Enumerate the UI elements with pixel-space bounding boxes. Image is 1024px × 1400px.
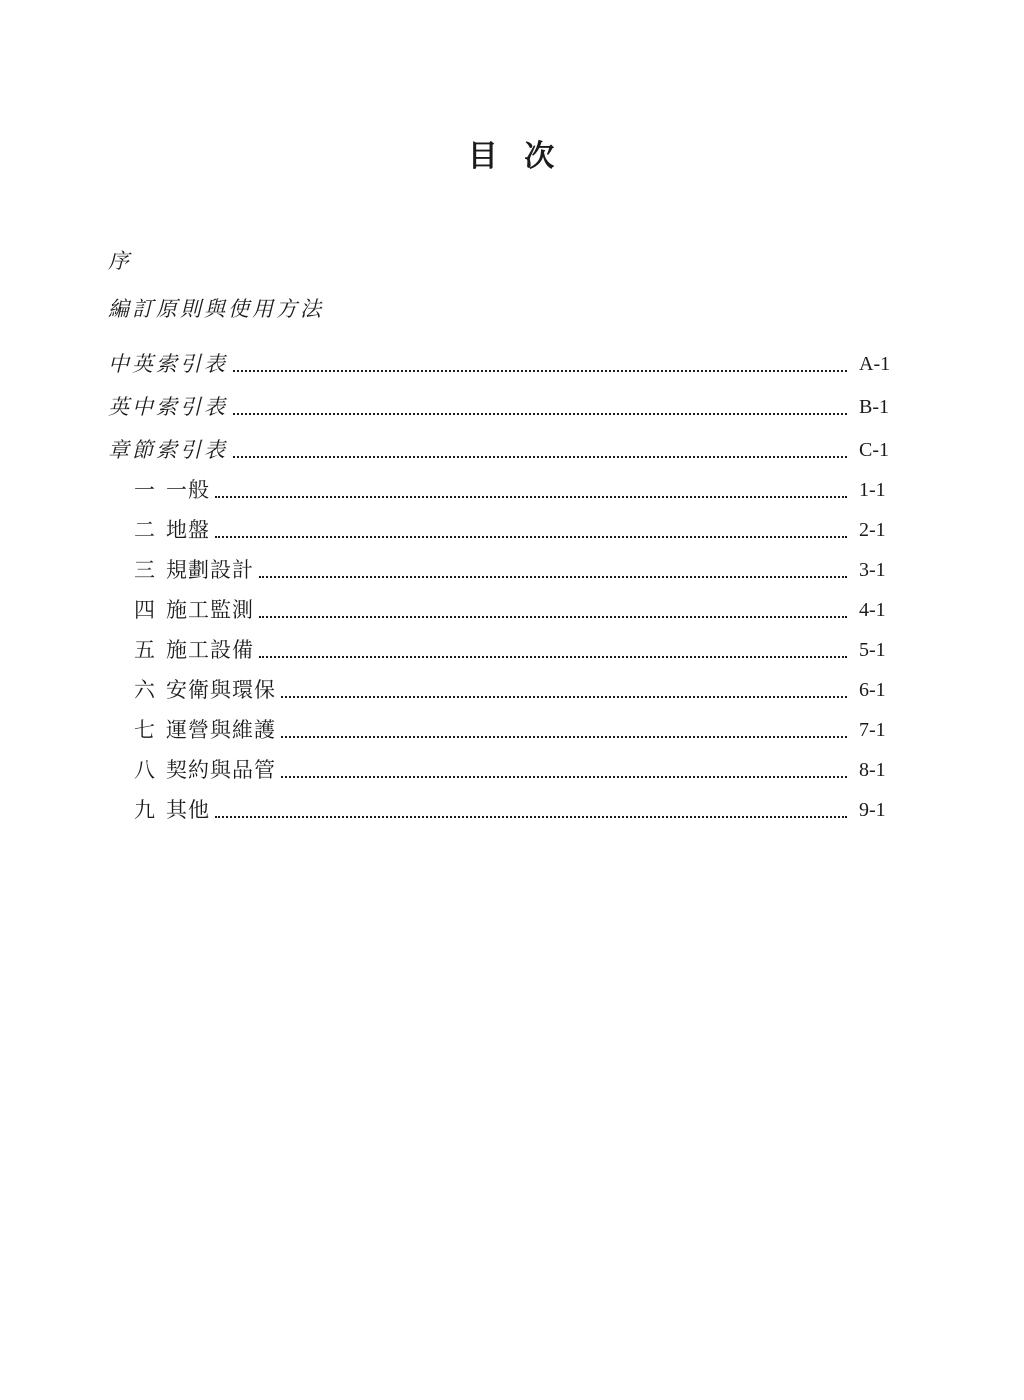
toc-entry-label: 章節索引表 bbox=[108, 438, 228, 462]
toc-page-number: 7-1 bbox=[859, 719, 886, 741]
front-matter-section bbox=[108, 246, 905, 342]
chapter-number: 二 bbox=[134, 518, 155, 542]
dot-leader bbox=[215, 476, 847, 498]
toc-page-number: 4-1 bbox=[859, 599, 886, 621]
chapter-number: 八 bbox=[134, 758, 155, 782]
toc-page-number: A-1 bbox=[859, 353, 891, 375]
toc-entry-label: 中英索引表 bbox=[108, 352, 228, 376]
toc-page-number: 2-1 bbox=[859, 519, 886, 541]
dot-leader bbox=[233, 392, 847, 415]
toc-entry-label: 英中索引表 bbox=[108, 395, 228, 419]
toc-row bbox=[134, 636, 905, 665]
chapter-number: 一 bbox=[134, 478, 155, 502]
dot-leader bbox=[215, 516, 847, 538]
index-section bbox=[108, 349, 905, 478]
toc-page-number: 5-1 bbox=[859, 639, 886, 661]
dot-leader bbox=[281, 676, 847, 698]
dot-leader bbox=[259, 636, 847, 658]
toc-entry-label: 地盤 bbox=[166, 518, 210, 542]
toc-entry-label: 契約與品管 bbox=[166, 758, 276, 782]
toc-row bbox=[108, 392, 905, 422]
dot-leader bbox=[281, 756, 847, 778]
toc-row bbox=[134, 596, 905, 625]
chapter-number: 六 bbox=[134, 678, 155, 702]
dot-leader bbox=[259, 596, 847, 618]
dot-leader bbox=[233, 349, 847, 372]
toc-page-number: 6-1 bbox=[859, 679, 886, 701]
toc-entry-label: 施工設備 bbox=[166, 638, 254, 662]
toc-row bbox=[134, 756, 905, 785]
toc-row bbox=[134, 796, 905, 825]
toc-entry-label: 規劃設計 bbox=[166, 558, 254, 582]
chapter-section bbox=[134, 476, 905, 836]
dot-leader bbox=[233, 435, 847, 458]
toc-entry-label: 安衛與環保 bbox=[166, 678, 276, 702]
dot-leader bbox=[281, 716, 847, 738]
chapter-number: 七 bbox=[134, 718, 155, 742]
toc-row bbox=[134, 556, 905, 585]
toc-row bbox=[134, 476, 905, 505]
toc-page-number: 3-1 bbox=[859, 559, 886, 581]
page-title: 目 次 bbox=[467, 139, 557, 174]
chapter-number: 九 bbox=[134, 798, 155, 822]
toc-page-number: B-1 bbox=[859, 396, 889, 418]
toc-page-number: C-1 bbox=[859, 439, 889, 461]
chapter-number: 五 bbox=[134, 638, 155, 662]
toc-entry-editing-principles: 編訂原則與使用方法 bbox=[108, 297, 324, 321]
toc-entry-preface: 序 bbox=[108, 249, 132, 273]
toc-row bbox=[134, 516, 905, 545]
toc-entry-label: 運營與維護 bbox=[166, 718, 276, 742]
toc-page-number: 9-1 bbox=[859, 799, 886, 821]
toc-entry-label: 施工監測 bbox=[166, 598, 254, 622]
toc-page-number: 8-1 bbox=[859, 759, 886, 781]
toc-row bbox=[134, 716, 905, 745]
toc-row bbox=[134, 676, 905, 705]
toc-page-number: 1-1 bbox=[859, 479, 886, 501]
chapter-number: 四 bbox=[134, 598, 155, 622]
dot-leader bbox=[259, 556, 847, 578]
toc-row bbox=[108, 349, 905, 379]
toc-row bbox=[108, 435, 905, 465]
chapter-number: 三 bbox=[134, 558, 155, 582]
dot-leader bbox=[215, 796, 847, 818]
toc-entry-label: 其他 bbox=[166, 798, 210, 822]
toc-entry-label: 一般 bbox=[166, 478, 210, 502]
